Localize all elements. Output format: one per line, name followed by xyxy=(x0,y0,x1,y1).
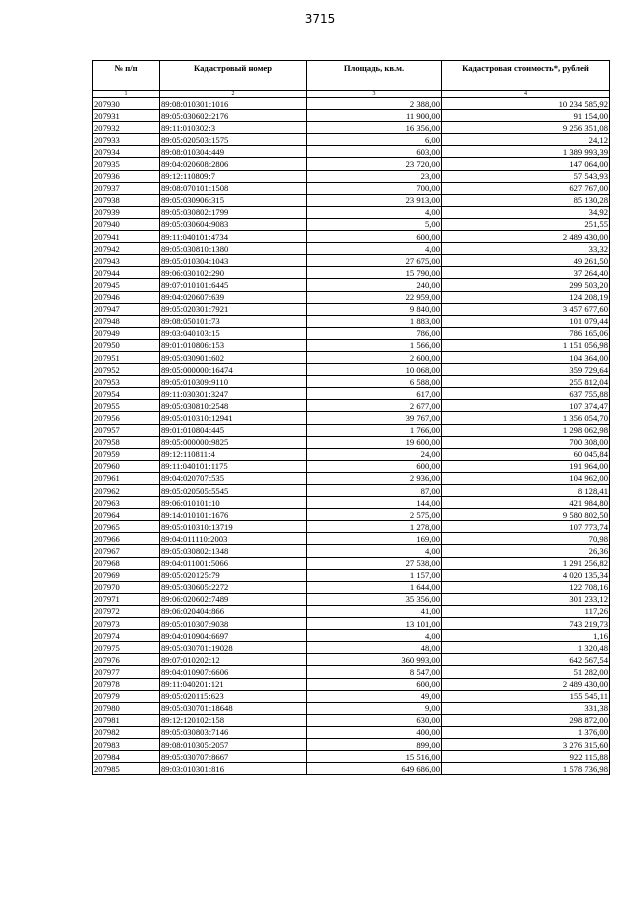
cadastral-number: 89:05:010310:13719 xyxy=(160,521,307,533)
row-number: 207940 xyxy=(93,218,160,230)
area-value: 603,00 xyxy=(307,146,442,158)
cost-value: 26,36 xyxy=(442,545,610,557)
table-row xyxy=(93,412,610,424)
cadastral-number: 89:05:010304:1043 xyxy=(160,255,307,267)
cadastral-number: 89:04:010904:6697 xyxy=(160,630,307,642)
row-number: 207970 xyxy=(93,581,160,593)
cadastral-number: 89:05:030602:2176 xyxy=(160,110,307,122)
area-value: 23 720,00 xyxy=(307,158,442,170)
area-value: 10 068,00 xyxy=(307,364,442,376)
table-row xyxy=(93,448,610,460)
area-value: 6,00 xyxy=(307,134,442,146)
cost-value: 24,12 xyxy=(442,134,610,146)
row-number: 207964 xyxy=(93,509,160,521)
table-row xyxy=(93,533,610,545)
table-row xyxy=(93,146,610,158)
area-value: 27 675,00 xyxy=(307,255,442,267)
area-value: 15 790,00 xyxy=(307,267,442,279)
cadastral-number: 89:05:010309:9110 xyxy=(160,376,307,388)
table-row xyxy=(93,557,610,569)
row-number: 207969 xyxy=(93,569,160,581)
area-value: 1 278,00 xyxy=(307,521,442,533)
cost-value: 70,98 xyxy=(442,533,610,545)
table-row xyxy=(93,630,610,642)
table-row xyxy=(93,339,610,351)
cost-value: 8 128,41 xyxy=(442,485,610,497)
table-row xyxy=(93,110,610,122)
cadastral-number: 89:07:010202:12 xyxy=(160,654,307,666)
row-number: 207952 xyxy=(93,364,160,376)
table-row xyxy=(93,521,610,533)
cost-value: 359 729,64 xyxy=(442,364,610,376)
cadastral-number: 89:12:120102:158 xyxy=(160,714,307,726)
row-number: 207973 xyxy=(93,618,160,630)
area-value: 41,00 xyxy=(307,605,442,617)
cost-value: 1 151 056,98 xyxy=(442,339,610,351)
table-row xyxy=(93,545,610,557)
area-value: 400,00 xyxy=(307,726,442,738)
cost-value: 301 233,12 xyxy=(442,593,610,605)
row-number: 207975 xyxy=(93,642,160,654)
area-value: 2 677,00 xyxy=(307,400,442,412)
row-number: 207966 xyxy=(93,533,160,545)
cadastral-number: 89:05:020503:1575 xyxy=(160,134,307,146)
row-number: 207935 xyxy=(93,158,160,170)
cost-value: 255 812,04 xyxy=(442,376,610,388)
row-number: 207941 xyxy=(93,231,160,243)
cost-value: 10 234 585,92 xyxy=(442,98,610,110)
cadastral-number: 89:05:030701:18648 xyxy=(160,702,307,714)
table-row xyxy=(93,714,610,726)
cadastral-number: 89:04:011110:2003 xyxy=(160,533,307,545)
cost-value: 1 389 993,39 xyxy=(442,146,610,158)
row-number: 207965 xyxy=(93,521,160,533)
table-header-row xyxy=(93,61,610,91)
row-number: 207931 xyxy=(93,110,160,122)
cost-value: 3 276 315,60 xyxy=(442,738,610,750)
cadastral-number: 89:05:030901:602 xyxy=(160,351,307,363)
row-number: 207949 xyxy=(93,327,160,339)
area-value: 4,00 xyxy=(307,545,442,557)
table-row xyxy=(93,134,610,146)
cadastral-number: 89:04:020608:2806 xyxy=(160,158,307,170)
area-value: 8 547,00 xyxy=(307,666,442,678)
cadastral-number: 89:05:030802:1799 xyxy=(160,206,307,218)
cost-value: 1 376,00 xyxy=(442,726,610,738)
row-number: 207947 xyxy=(93,303,160,315)
table-row xyxy=(93,678,610,690)
row-number: 207979 xyxy=(93,690,160,702)
cadastral-number: 89:08:010301:1016 xyxy=(160,98,307,110)
table-row xyxy=(93,303,610,315)
area-value: 2 936,00 xyxy=(307,472,442,484)
row-number: 207963 xyxy=(93,497,160,509)
row-number: 207951 xyxy=(93,351,160,363)
cost-value: 1 298 062,98 xyxy=(442,424,610,436)
row-number: 207954 xyxy=(93,388,160,400)
table-row xyxy=(93,170,610,182)
cost-value: 37 264,40 xyxy=(442,267,610,279)
cadastral-number: 89:05:020115:623 xyxy=(160,690,307,702)
area-value: 49,00 xyxy=(307,690,442,702)
table-row xyxy=(93,267,610,279)
row-number: 207946 xyxy=(93,291,160,303)
area-value: 360 993,00 xyxy=(307,654,442,666)
area-value: 22 959,00 xyxy=(307,291,442,303)
area-value: 15 516,00 xyxy=(307,751,442,763)
row-number: 207983 xyxy=(93,738,160,750)
row-number: 207977 xyxy=(93,666,160,678)
row-number: 207939 xyxy=(93,206,160,218)
cadastral-number: 89:04:011001:5066 xyxy=(160,557,307,569)
cost-value: 107 773,74 xyxy=(442,521,610,533)
area-value: 4,00 xyxy=(307,206,442,218)
row-number: 207930 xyxy=(93,98,160,110)
area-value: 1 644,00 xyxy=(307,581,442,593)
area-value: 13 101,00 xyxy=(307,618,442,630)
row-number: 207957 xyxy=(93,424,160,436)
table-row xyxy=(93,436,610,448)
cost-value: 299 503,20 xyxy=(442,279,610,291)
row-number: 207960 xyxy=(93,460,160,472)
cadastral-number: 89:05:030605:2272 xyxy=(160,581,307,593)
cadastral-number: 89:05:010310:12941 xyxy=(160,412,307,424)
cadastral-number: 89:11:030301:3247 xyxy=(160,388,307,400)
table-row xyxy=(93,255,610,267)
cost-value: 2 489 430,00 xyxy=(442,231,610,243)
cadastral-number: 89:05:030604:9083 xyxy=(160,218,307,230)
table-row xyxy=(93,206,610,218)
area-value: 4,00 xyxy=(307,630,442,642)
row-number: 207936 xyxy=(93,170,160,182)
cost-value: 107 374,47 xyxy=(442,400,610,412)
cost-value: 2 489 430,00 xyxy=(442,678,610,690)
area-value: 700,00 xyxy=(307,182,442,194)
area-value: 617,00 xyxy=(307,388,442,400)
cost-value: 191 964,00 xyxy=(442,460,610,472)
row-number: 207958 xyxy=(93,436,160,448)
area-value: 48,00 xyxy=(307,642,442,654)
area-value: 23 913,00 xyxy=(307,194,442,206)
row-number: 207981 xyxy=(93,714,160,726)
area-value: 649 686,00 xyxy=(307,763,442,775)
area-value: 87,00 xyxy=(307,485,442,497)
row-number: 207945 xyxy=(93,279,160,291)
area-value: 19 600,00 xyxy=(307,436,442,448)
table-row xyxy=(93,497,610,509)
table-row xyxy=(93,291,610,303)
row-number: 207971 xyxy=(93,593,160,605)
row-number: 207953 xyxy=(93,376,160,388)
cadastral-number: 89:01:010806:153 xyxy=(160,339,307,351)
cost-value: 1 320,48 xyxy=(442,642,610,654)
area-value: 4,00 xyxy=(307,243,442,255)
row-number: 207968 xyxy=(93,557,160,569)
table-row xyxy=(93,618,610,630)
cost-value: 104 364,00 xyxy=(442,351,610,363)
cadastral-number: 89:11:040201:121 xyxy=(160,678,307,690)
cadastral-number: 89:03:010301:816 xyxy=(160,763,307,775)
area-value: 1 157,00 xyxy=(307,569,442,581)
column-number: 1 xyxy=(93,91,160,98)
cost-value: 155 545,11 xyxy=(442,690,610,702)
area-value: 1 766,00 xyxy=(307,424,442,436)
row-number: 207948 xyxy=(93,315,160,327)
area-value: 2 575,00 xyxy=(307,509,442,521)
cost-value: 147 064,00 xyxy=(442,158,610,170)
area-value: 1 566,00 xyxy=(307,339,442,351)
cadastral-number: 89:06:020602:7489 xyxy=(160,593,307,605)
cadastral-number: 89:08:010305:2057 xyxy=(160,738,307,750)
cadastral-number: 89:03:040103:15 xyxy=(160,327,307,339)
row-number: 207967 xyxy=(93,545,160,557)
area-value: 600,00 xyxy=(307,678,442,690)
cost-value: 124 208,19 xyxy=(442,291,610,303)
cost-value: 9 256 351,08 xyxy=(442,122,610,134)
cadastre-table xyxy=(92,60,610,775)
row-number: 207982 xyxy=(93,726,160,738)
cost-value: 1 291 256,82 xyxy=(442,557,610,569)
table-row xyxy=(93,327,610,339)
cost-value: 1,16 xyxy=(442,630,610,642)
cadastral-number: 89:05:030802:1348 xyxy=(160,545,307,557)
cost-value: 85 130,28 xyxy=(442,194,610,206)
cadastral-number: 89:08:010304:449 xyxy=(160,146,307,158)
page-number: 3715 xyxy=(304,12,336,26)
cost-value: 101 079,44 xyxy=(442,315,610,327)
area-value: 1 883,00 xyxy=(307,315,442,327)
column-number: 3 xyxy=(307,91,442,98)
cadastral-number: 89:05:030701:19028 xyxy=(160,642,307,654)
cost-value: 1 356 054,70 xyxy=(442,412,610,424)
table-row xyxy=(93,654,610,666)
table-row xyxy=(93,509,610,521)
table-row xyxy=(93,364,610,376)
cost-value: 637 755,88 xyxy=(442,388,610,400)
cost-value: 700 308,00 xyxy=(442,436,610,448)
row-number: 207956 xyxy=(93,412,160,424)
header-cost: Кадастровая стоимость*, рублей xyxy=(442,61,610,91)
row-number: 207959 xyxy=(93,448,160,460)
area-value: 9,00 xyxy=(307,702,442,714)
table-row xyxy=(93,763,610,775)
column-numbers-row xyxy=(93,91,610,98)
cost-value: 51 282,00 xyxy=(442,666,610,678)
area-value: 2 600,00 xyxy=(307,351,442,363)
row-number: 207961 xyxy=(93,472,160,484)
cost-value: 922 115,88 xyxy=(442,751,610,763)
cadastral-number: 89:04:020607:639 xyxy=(160,291,307,303)
cadastral-number: 89:06:030102:290 xyxy=(160,267,307,279)
header-num: № п/п xyxy=(93,61,160,91)
table-row xyxy=(93,472,610,484)
cost-value: 4 020 135,34 xyxy=(442,569,610,581)
area-value: 39 767,00 xyxy=(307,412,442,424)
cadastral-number: 89:11:010302:3 xyxy=(160,122,307,134)
row-number: 207980 xyxy=(93,702,160,714)
cadastral-number: 89:05:030803:7146 xyxy=(160,726,307,738)
cadastral-number: 89:04:020707:535 xyxy=(160,472,307,484)
cadastral-number: 89:12:110809:7 xyxy=(160,170,307,182)
cost-value: 331,38 xyxy=(442,702,610,714)
table-row xyxy=(93,666,610,678)
table-row xyxy=(93,605,610,617)
cadastral-number: 89:07:010101:6445 xyxy=(160,279,307,291)
cadastral-number: 89:11:040101:4734 xyxy=(160,231,307,243)
area-value: 144,00 xyxy=(307,497,442,509)
row-number: 207985 xyxy=(93,763,160,775)
area-value: 9 840,00 xyxy=(307,303,442,315)
cost-value: 91 154,00 xyxy=(442,110,610,122)
table-row xyxy=(93,569,610,581)
cost-value: 34,92 xyxy=(442,206,610,218)
table-row xyxy=(93,388,610,400)
cost-value: 251,55 xyxy=(442,218,610,230)
area-value: 169,00 xyxy=(307,533,442,545)
row-number: 207976 xyxy=(93,654,160,666)
table-row xyxy=(93,751,610,763)
area-value: 240,00 xyxy=(307,279,442,291)
cadastral-number: 89:11:040101:1175 xyxy=(160,460,307,472)
row-number: 207944 xyxy=(93,267,160,279)
row-number: 207955 xyxy=(93,400,160,412)
cadastral-number: 89:05:020125:79 xyxy=(160,569,307,581)
table-row xyxy=(93,485,610,497)
cost-value: 743 219,73 xyxy=(442,618,610,630)
table-row xyxy=(93,400,610,412)
area-value: 24,00 xyxy=(307,448,442,460)
area-value: 5,00 xyxy=(307,218,442,230)
table-row xyxy=(93,376,610,388)
column-number: 4 xyxy=(442,91,610,98)
table-row xyxy=(93,315,610,327)
row-number: 207984 xyxy=(93,751,160,763)
cadastral-number: 89:05:020301:7921 xyxy=(160,303,307,315)
row-number: 207937 xyxy=(93,182,160,194)
area-value: 23,00 xyxy=(307,170,442,182)
table-row xyxy=(93,726,610,738)
column-number: 2 xyxy=(160,91,307,98)
cadastral-number: 89:14:010101:1676 xyxy=(160,509,307,521)
table-row xyxy=(93,424,610,436)
header-cadastral-number: Кадастровый номер xyxy=(160,61,307,91)
row-number: 207943 xyxy=(93,255,160,267)
table-row xyxy=(93,243,610,255)
area-value: 35 356,00 xyxy=(307,593,442,605)
table-row xyxy=(93,218,610,230)
table-row xyxy=(93,593,610,605)
row-number: 207974 xyxy=(93,630,160,642)
row-number: 207962 xyxy=(93,485,160,497)
row-number: 207934 xyxy=(93,146,160,158)
table-row xyxy=(93,581,610,593)
table-row xyxy=(93,642,610,654)
table-row xyxy=(93,702,610,714)
row-number: 207950 xyxy=(93,339,160,351)
area-value: 11 900,00 xyxy=(307,110,442,122)
area-value: 600,00 xyxy=(307,231,442,243)
area-value: 899,00 xyxy=(307,738,442,750)
row-number: 207978 xyxy=(93,678,160,690)
cadastral-number: 89:05:030707:8667 xyxy=(160,751,307,763)
cost-value: 117,26 xyxy=(442,605,610,617)
cadastral-number: 89:01:010804:445 xyxy=(160,424,307,436)
cadastral-number: 89:04:010907:6606 xyxy=(160,666,307,678)
cadastral-number: 89:08:050101:73 xyxy=(160,315,307,327)
cost-value: 298 872,00 xyxy=(442,714,610,726)
table-row xyxy=(93,182,610,194)
cadastral-number: 89:08:070101:1508 xyxy=(160,182,307,194)
area-value: 6 588,00 xyxy=(307,376,442,388)
cadastral-number: 89:05:000000:16474 xyxy=(160,364,307,376)
cost-value: 33,32 xyxy=(442,243,610,255)
table-body xyxy=(93,98,610,775)
table-row xyxy=(93,738,610,750)
cadastral-number: 89:05:010307:9038 xyxy=(160,618,307,630)
cadastral-number: 89:06:020404:866 xyxy=(160,605,307,617)
row-number: 207972 xyxy=(93,605,160,617)
table-row xyxy=(93,231,610,243)
cadastral-number: 89:05:020505:5545 xyxy=(160,485,307,497)
cost-value: 642 567,54 xyxy=(442,654,610,666)
table-row xyxy=(93,158,610,170)
cadastral-number: 89:05:030810:2548 xyxy=(160,400,307,412)
cadastral-number: 89:05:030810:1380 xyxy=(160,243,307,255)
cost-value: 57 543,93 xyxy=(442,170,610,182)
area-value: 2 388,00 xyxy=(307,98,442,110)
cadastral-number: 89:06:010101:10 xyxy=(160,497,307,509)
table-row xyxy=(93,194,610,206)
row-number: 207933 xyxy=(93,134,160,146)
cost-value: 60 045,84 xyxy=(442,448,610,460)
area-value: 27 538,00 xyxy=(307,557,442,569)
cost-value: 421 984,80 xyxy=(442,497,610,509)
cost-value: 9 580 802,50 xyxy=(442,509,610,521)
cost-value: 104 962,00 xyxy=(442,472,610,484)
row-number: 207932 xyxy=(93,122,160,134)
header-area: Площадь, кв.м. xyxy=(307,61,442,91)
cost-value: 3 457 677,60 xyxy=(442,303,610,315)
area-value: 786,00 xyxy=(307,327,442,339)
cost-value: 786 165,06 xyxy=(442,327,610,339)
cost-value: 49 261,50 xyxy=(442,255,610,267)
cadastral-number: 89:05:000000:9825 xyxy=(160,436,307,448)
row-number: 207942 xyxy=(93,243,160,255)
area-value: 630,00 xyxy=(307,714,442,726)
table-row xyxy=(93,98,610,110)
table-row xyxy=(93,460,610,472)
table-row xyxy=(93,690,610,702)
cost-value: 1 578 736,98 xyxy=(442,763,610,775)
row-number: 207938 xyxy=(93,194,160,206)
area-value: 600,00 xyxy=(307,460,442,472)
cadastral-number: 89:05:030906:315 xyxy=(160,194,307,206)
table-row xyxy=(93,122,610,134)
table-row xyxy=(93,351,610,363)
area-value: 16 356,00 xyxy=(307,122,442,134)
cost-value: 627 767,00 xyxy=(442,182,610,194)
table-row xyxy=(93,279,610,291)
cost-value: 122 708,16 xyxy=(442,581,610,593)
cadastral-number: 89:12:110811:4 xyxy=(160,448,307,460)
